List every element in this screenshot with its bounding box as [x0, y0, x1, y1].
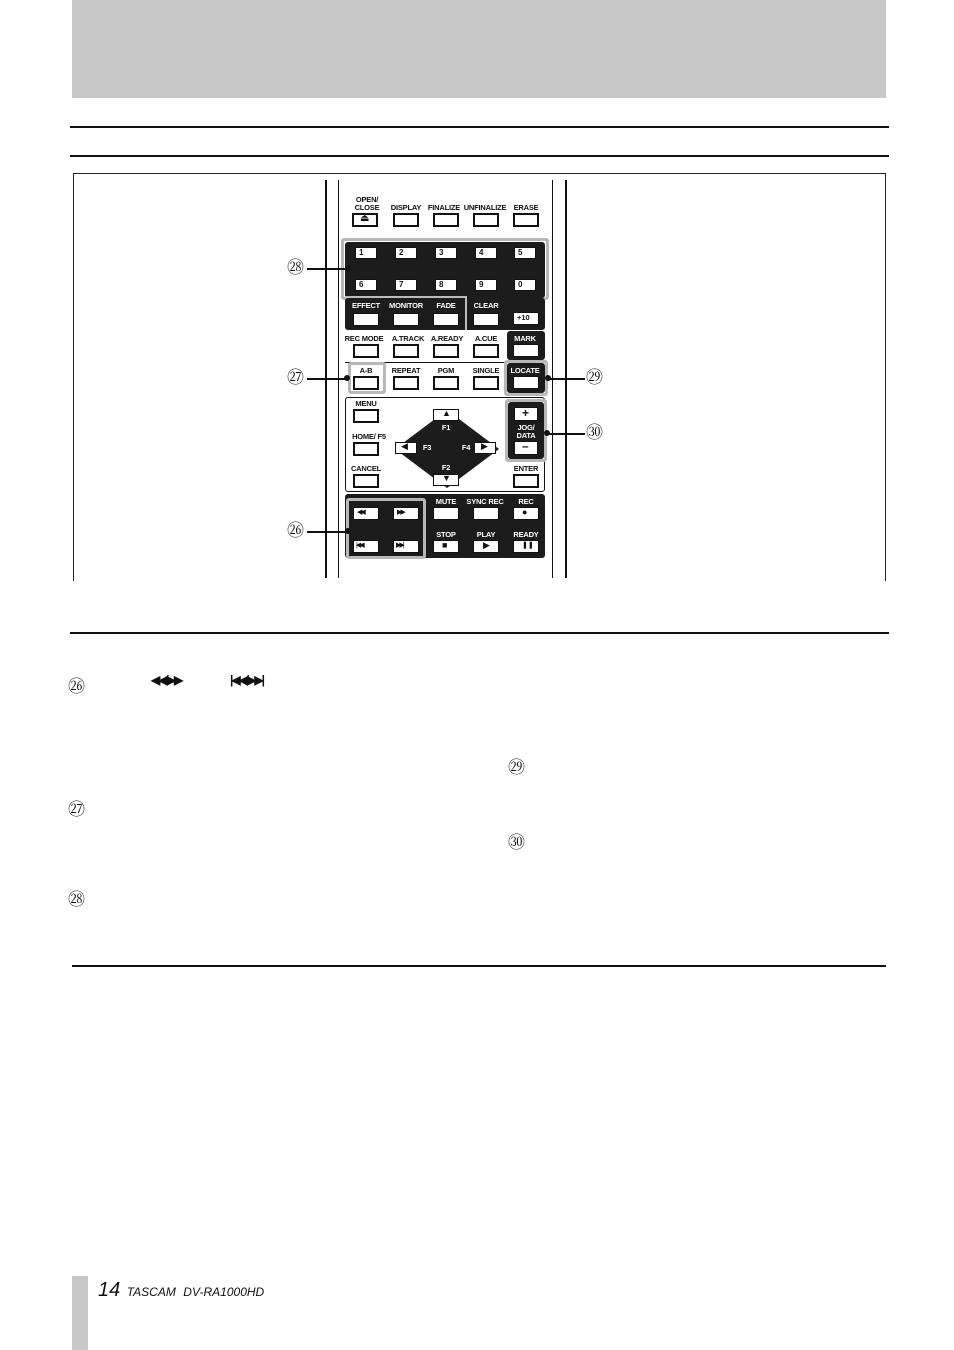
- clear-label: CLEAR: [473, 301, 499, 310]
- rec-button[interactable]: [513, 507, 539, 520]
- rec-mode-button[interactable]: [353, 344, 379, 358]
- pgm-button[interactable]: [433, 376, 459, 390]
- enter-button[interactable]: [513, 474, 539, 488]
- leader-30: [547, 433, 585, 435]
- locate-label: LOCATE: [510, 366, 540, 375]
- up-f1-button[interactable]: [433, 409, 459, 421]
- a-track-label: A.TRACK: [391, 334, 425, 343]
- header-band: [72, 0, 886, 98]
- monitor-button[interactable]: [393, 313, 419, 326]
- fade-label: FADE: [436, 301, 456, 310]
- skip-forward-button[interactable]: [393, 540, 419, 553]
- leader-26: [307, 531, 349, 533]
- num-1-button[interactable]: 1: [355, 247, 377, 259]
- callout-30: ㉚: [586, 423, 603, 443]
- pause-icon: ❚❚: [522, 542, 534, 549]
- num-5-button[interactable]: 5: [514, 247, 536, 259]
- item-26-marker: ㉖: [68, 677, 85, 697]
- item-28-marker: ㉘: [68, 890, 85, 910]
- a-ready-button[interactable]: [433, 344, 459, 358]
- footer: [98, 1279, 264, 1302]
- leader-dot-26: [345, 528, 351, 534]
- skip-back-icon: |◀◀: [356, 542, 363, 549]
- display-button[interactable]: [393, 213, 419, 227]
- right-f4-button[interactable]: [474, 442, 496, 454]
- locate-button[interactable]: [513, 376, 539, 389]
- ab-button[interactable]: [353, 376, 379, 390]
- record-icon: ●: [522, 507, 528, 517]
- repeat-button[interactable]: [393, 376, 419, 390]
- top-rule-2: [70, 155, 889, 157]
- num-8-button[interactable]: 8: [435, 279, 457, 291]
- top-rule: [70, 126, 889, 128]
- menu-label: MENU: [355, 399, 377, 408]
- footer-model: DV-RA1000HD: [183, 1285, 265, 1299]
- a-cue-button[interactable]: [473, 344, 499, 358]
- skip-back-button[interactable]: [353, 540, 379, 553]
- plus-icon: +: [522, 406, 530, 420]
- enter-label: ENTER: [513, 464, 539, 473]
- mute-button[interactable]: [433, 507, 459, 520]
- single-button[interactable]: [473, 376, 499, 390]
- leader-dot-28: [345, 265, 351, 271]
- stop-icon: ■: [442, 540, 448, 550]
- fade-button[interactable]: [433, 313, 459, 326]
- callout-28: ㉘: [287, 258, 304, 278]
- erase-label: ERASE: [513, 203, 539, 212]
- minus-icon: –: [522, 439, 529, 453]
- jog-data-label: JOG/ DATA: [516, 423, 536, 440]
- callout-26: ㉖: [287, 521, 304, 541]
- num-6-button[interactable]: 6: [355, 279, 377, 291]
- bottom-rule: [72, 965, 886, 967]
- jog-plus-button[interactable]: [514, 407, 538, 421]
- left-arrow-icon: ◀: [401, 441, 408, 451]
- cancel-label: CANCEL: [350, 464, 382, 473]
- rewind-button[interactable]: [353, 507, 379, 520]
- leader-dot-27: [344, 375, 350, 381]
- f3-label: F3: [422, 443, 432, 452]
- f4-label: F4: [461, 443, 471, 452]
- unfinalize-label: UNFINALIZE: [463, 203, 507, 212]
- num-9-button[interactable]: 9: [475, 279, 497, 291]
- clear-button[interactable]: [473, 313, 499, 326]
- display-label: DISPLAY: [390, 203, 422, 212]
- a-track-button[interactable]: [393, 344, 419, 358]
- down-arrow-icon: ▼: [442, 473, 451, 483]
- home-f5-label: HOME/ F5: [352, 432, 386, 441]
- ready-button[interactable]: [513, 540, 539, 553]
- eject-icon: ⏏: [360, 213, 370, 224]
- monitor-label: MONITOR: [389, 301, 423, 310]
- single-label: SINGLE: [472, 366, 500, 375]
- rewind-icon: ◀◀: [357, 509, 364, 516]
- jog-minus-button[interactable]: [514, 441, 538, 455]
- mark-label: MARK: [514, 334, 536, 343]
- num-4-button[interactable]: 4: [475, 247, 497, 259]
- play-icon: ▶: [483, 540, 490, 550]
- mid-rule: [70, 632, 889, 634]
- right-arrow-icon: ▶: [481, 441, 488, 451]
- item-27-marker: ㉗: [68, 800, 85, 820]
- rec-mode-label: REC MODE: [344, 334, 384, 343]
- rec-label: REC: [518, 497, 534, 506]
- fast-forward-button[interactable]: [393, 507, 419, 520]
- up-arrow-icon: ▲: [442, 408, 451, 418]
- ab-label: A-B: [359, 366, 373, 375]
- plus10-button[interactable]: +10: [513, 312, 539, 325]
- mute-label: MUTE: [435, 497, 457, 506]
- f2-label: F2: [441, 463, 451, 472]
- leader-29: [548, 378, 585, 380]
- down-f2-button[interactable]: [433, 474, 459, 486]
- skip-forward-icon: ▶▶|: [396, 542, 403, 549]
- f1-label: F1: [441, 423, 451, 432]
- open-close-button[interactable]: [352, 213, 378, 227]
- pgm-label: PGM: [437, 366, 455, 375]
- left-f3-button[interactable]: [395, 442, 417, 454]
- sync-rec-button[interactable]: [473, 507, 499, 520]
- item-30-marker: ㉚: [508, 833, 525, 853]
- leader-28: [307, 268, 349, 270]
- num-0-button[interactable]: 0: [514, 279, 536, 291]
- stop-button[interactable]: [433, 540, 459, 553]
- a-cue-label: A.CUE: [474, 334, 498, 343]
- mark-button[interactable]: [513, 344, 539, 357]
- item-26-symbols-b: |◀◀/▶▶|: [230, 673, 263, 687]
- finalize-button[interactable]: [433, 213, 459, 227]
- finalize-label: FINALIZE: [427, 203, 461, 212]
- item-29-marker: ㉙: [508, 758, 525, 778]
- stop-label: STOP: [436, 530, 456, 539]
- page-number: 14: [98, 1279, 121, 1301]
- num-7-button[interactable]: 7: [395, 279, 417, 291]
- footer-brand: TASCAM: [126, 1285, 176, 1299]
- play-button[interactable]: [473, 540, 499, 553]
- open-close-label: OPEN/ CLOSE: [354, 195, 380, 212]
- fast-forward-icon: ▶▶: [397, 509, 404, 516]
- a-ready-label: A.READY: [430, 334, 464, 343]
- repeat-label: REPEAT: [391, 366, 421, 375]
- footer-tab: [72, 1276, 88, 1350]
- effect-button[interactable]: [353, 313, 379, 326]
- ready-label: READY: [513, 530, 539, 539]
- num-2-button[interactable]: 2: [395, 247, 417, 259]
- num-3-button[interactable]: 3: [435, 247, 457, 259]
- leader-27: [307, 378, 347, 380]
- effect-label: EFFECT: [352, 301, 380, 310]
- item-26-symbols-a: ◀◀/▶▶: [151, 673, 182, 687]
- sync-rec-label: SYNC REC: [466, 497, 504, 506]
- menu-button[interactable]: [353, 409, 379, 423]
- cancel-button[interactable]: [353, 474, 379, 488]
- erase-button[interactable]: [513, 213, 539, 227]
- play-label: PLAY: [476, 530, 496, 539]
- unfinalize-button[interactable]: [473, 213, 499, 227]
- callout-27: ㉗: [287, 368, 304, 388]
- callout-29: ㉙: [586, 368, 603, 388]
- home-f5-button[interactable]: [353, 442, 379, 456]
